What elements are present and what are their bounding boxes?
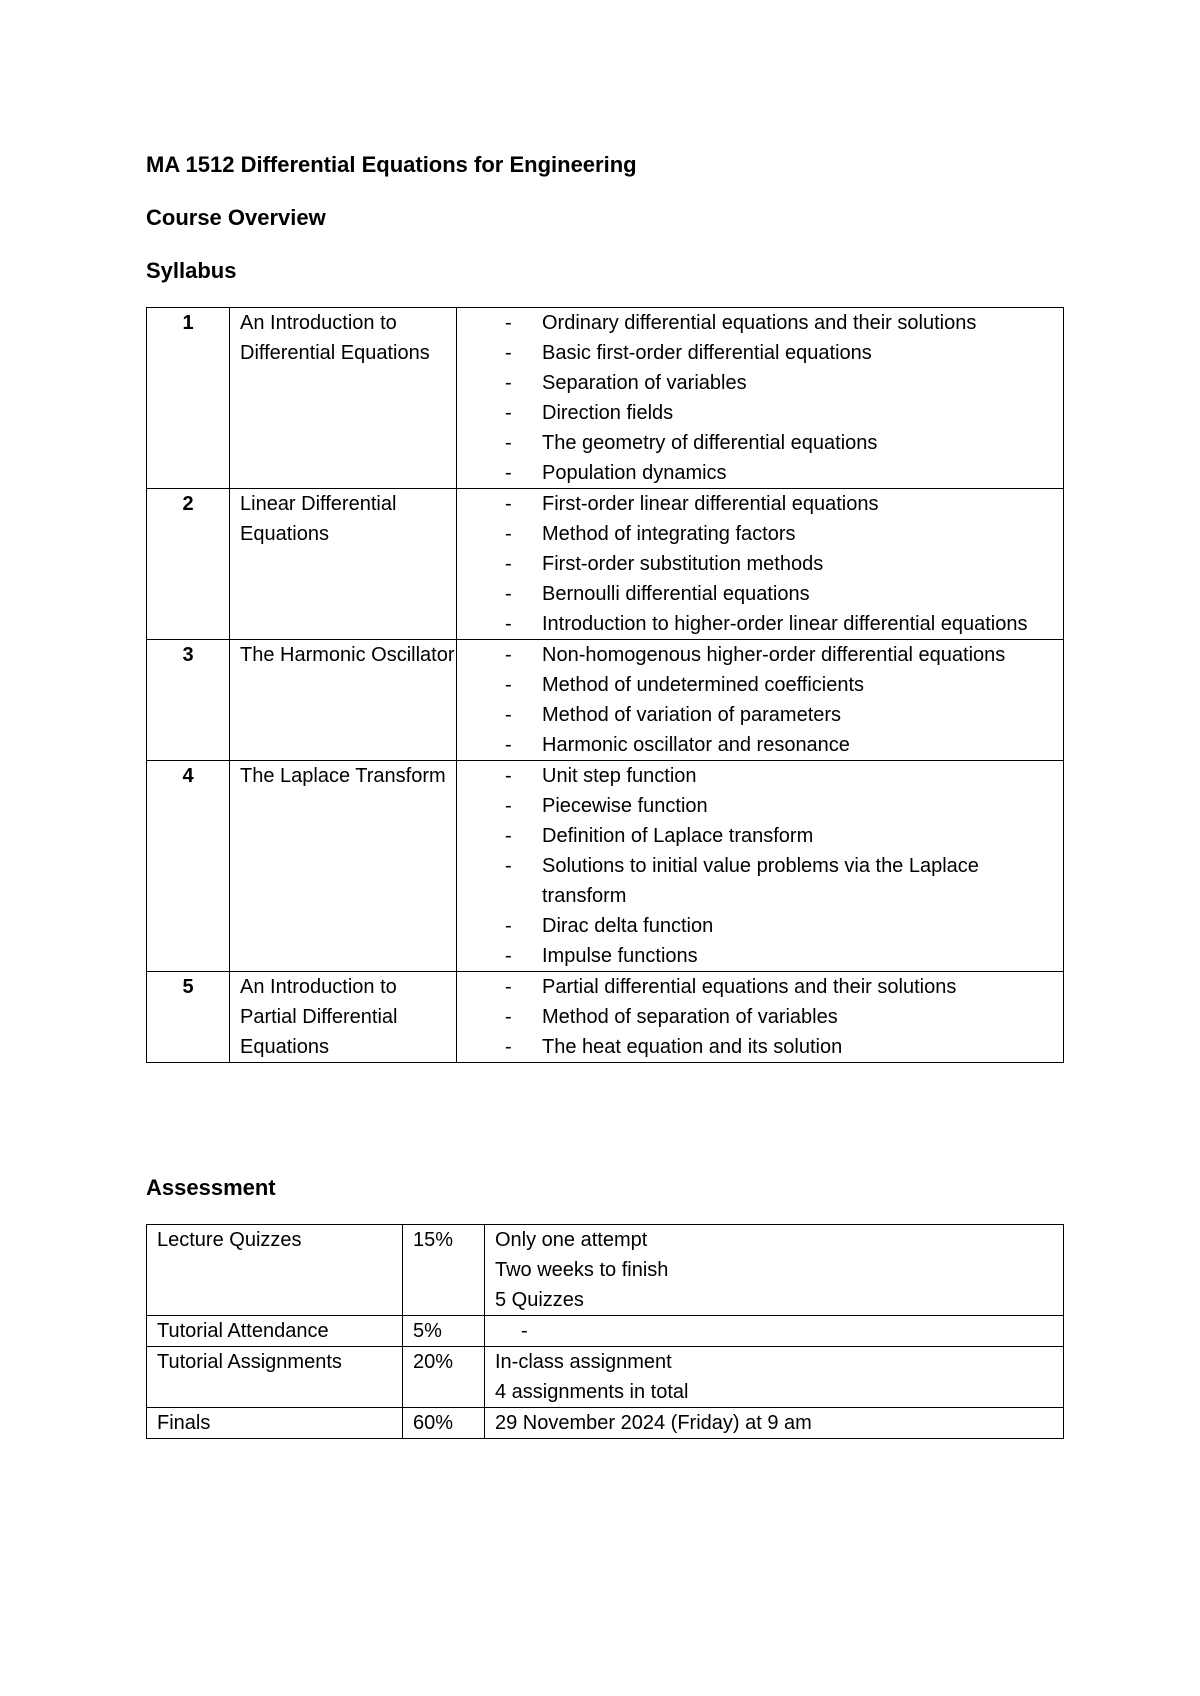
assessment-weight: 60% [403, 1408, 485, 1439]
assessment-component: Tutorial Assignments [147, 1347, 403, 1408]
assessment-row [147, 1225, 1064, 1316]
subtopic-item: - First-order linear differential equations [505, 493, 879, 515]
assessment-row [147, 1347, 1064, 1408]
assessment-details: Only one attempt Two weeks to finish 5 Quizzes [485, 1225, 1064, 1316]
subtopic-item: - Solutions to initial value problems via the Laplace transform [505, 855, 979, 907]
syllabus-topic: An Introduction to Partial Differential Equations [230, 972, 457, 1063]
subtopic-item: - Basic first-order differential equations [505, 342, 872, 364]
subtopic-item: - Separation of variables [505, 372, 747, 394]
assessment-details: 29 November 2024 (Friday) at 9 am [485, 1408, 1064, 1439]
assessment-details: In-class assignment 4 assignments in total [485, 1347, 1064, 1408]
assessment-component: Finals [147, 1408, 403, 1439]
subtopic-item: - Piecewise function [505, 795, 708, 817]
assessment-details: - [485, 1316, 1064, 1347]
assessment-component: Tutorial Attendance [147, 1316, 403, 1347]
syllabus-topic: The Laplace Transform [230, 761, 457, 972]
syllabus-subtopics [457, 972, 1064, 1063]
subtopic-item: - Method of integrating factors [505, 523, 796, 545]
assessment-table [146, 1224, 1064, 1439]
subtopic-item: - Method of undetermined coefficients [505, 674, 865, 696]
subtopic-item: - Method of separation of variables [505, 1006, 838, 1028]
subtopic-item: - Non-homogenous higher-order differential equations [505, 644, 1006, 666]
assessment-weight: 20% [403, 1347, 485, 1408]
subtopic-item: - Introduction to higher-order linear differential equations [505, 613, 1028, 635]
syllabus-number: 2 [147, 489, 230, 640]
assessment-weight: 15% [403, 1225, 485, 1316]
syllabus-number: 4 [147, 761, 230, 972]
syllabus-row [147, 640, 1064, 761]
syllabus-row [147, 489, 1064, 640]
syllabus-row [147, 761, 1064, 972]
syllabus-row [147, 972, 1064, 1063]
subtopic-item: - The geometry of differential equations [505, 432, 878, 454]
syllabus-topic: The Harmonic Oscillator [230, 640, 457, 761]
subtopic-item: - Impulse functions [505, 945, 698, 967]
syllabus-subtopics [457, 308, 1064, 489]
subtopic-item: - Direction fields [505, 402, 674, 424]
syllabus-topic: Linear Differential Equations [230, 489, 457, 640]
assessment-row [147, 1408, 1064, 1439]
assessment-weight: 5% [403, 1316, 485, 1347]
subtopic-item: - Definition of Laplace transform [505, 825, 814, 847]
subtopic-item: - Method of variation of parameters [505, 704, 842, 726]
syllabus-row [147, 308, 1064, 489]
syllabus-table [146, 307, 1064, 1063]
subtopic-item: - Ordinary differential equations and their solutions [505, 312, 977, 334]
assessment-heading: Assessment [146, 1175, 276, 1200]
subtopic-item: - Population dynamics [505, 462, 727, 484]
subtopic-item: - Dirac delta function [505, 915, 714, 937]
subtopic-item: - Bernoulli differential equations [505, 583, 810, 605]
syllabus-number: 3 [147, 640, 230, 761]
subtopic-item: - Harmonic oscillator and resonance [505, 734, 850, 756]
syllabus-number: 1 [147, 308, 230, 489]
assessment-row [147, 1316, 1064, 1347]
syllabus-subtopics [457, 640, 1064, 761]
syllabus-number: 5 [147, 972, 230, 1063]
syllabus-topic: An Introduction to Differential Equations [230, 308, 457, 489]
course-overview-heading: Course Overview [146, 205, 326, 230]
subtopic-item: - Partial differential equations and their solutions [505, 976, 957, 998]
subtopic-item: - First-order substitution methods [505, 553, 824, 575]
subtopic-item: - Unit step function [505, 765, 697, 787]
assessment-component: Lecture Quizzes [147, 1225, 403, 1316]
syllabus-subtopics [457, 761, 1064, 972]
syllabus-subtopics [457, 489, 1064, 640]
course-title: MA 1512 Differential Equations for Engineering [146, 152, 637, 177]
subtopic-item: - The heat equation and its solution [505, 1036, 843, 1058]
syllabus-heading: Syllabus [146, 258, 237, 283]
